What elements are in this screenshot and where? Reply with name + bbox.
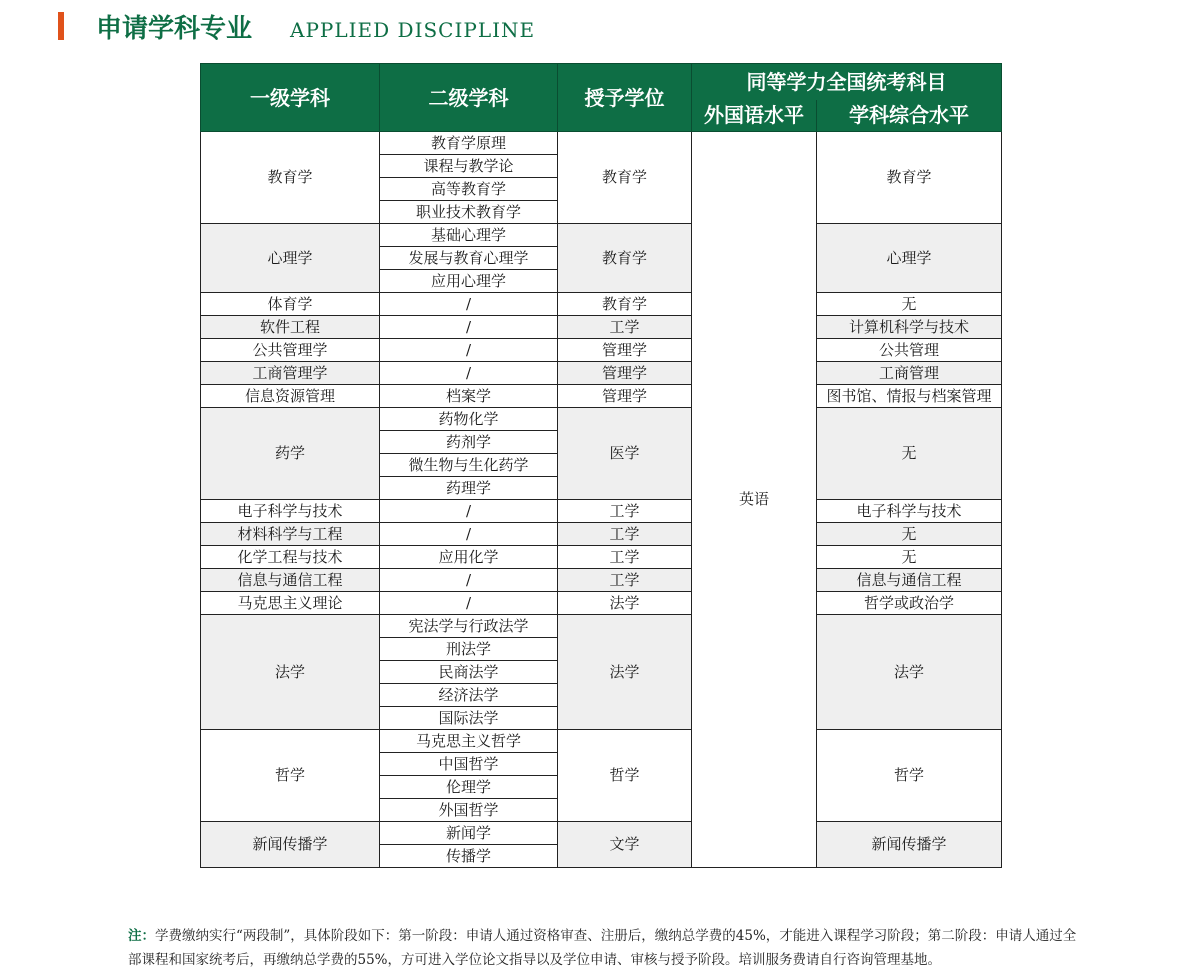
- second-discipline-cell: 传播学: [380, 845, 558, 868]
- first-discipline-cell: 材料科学与工程: [201, 523, 380, 546]
- second-discipline-cell: /: [380, 523, 558, 546]
- second-discipline-cell: 药物化学: [380, 408, 558, 431]
- exam-subject-cell: 法学: [817, 615, 1002, 730]
- second-discipline-cell: 国际法学: [380, 707, 558, 730]
- degree-cell: 工学: [558, 569, 692, 592]
- header-second-discipline: 二级学科: [380, 64, 558, 132]
- second-discipline-cell: 新闻学: [380, 822, 558, 845]
- exam-subject-cell: 无: [817, 293, 1002, 316]
- second-discipline-cell: /: [380, 500, 558, 523]
- first-discipline-cell: 电子科学与技术: [201, 500, 380, 523]
- footnote-text: 学费缴纳实行“两段制”，具体阶段如下：第一阶段：申请人通过资格审查、注册后，缴纳总学费的45%，才能进入课程学习阶段；第二阶段：申请人通过全部课程和国家统考后，再缴纳总学费的55%，方可进入学位论文指导以及学位申请、审核与授予阶段。培训服务费请自行咨询管理基地。: [128, 928, 1077, 968]
- second-discipline-cell: 职业技术教育学: [380, 201, 558, 224]
- table-row: [201, 293, 1002, 316]
- table-row: [201, 546, 1002, 569]
- degree-cell: 管理学: [558, 362, 692, 385]
- exam-subject-cell: 公共管理: [817, 339, 1002, 362]
- second-discipline-cell: 药理学: [380, 477, 558, 500]
- header-exam: 同等学力全国统考科目: [692, 64, 1002, 100]
- first-discipline-cell: 马克思主义理论: [201, 592, 380, 615]
- degree-cell: 教育学: [558, 293, 692, 316]
- second-discipline-cell: /: [380, 339, 558, 362]
- second-discipline-cell: 应用心理学: [380, 270, 558, 293]
- table-row: [201, 730, 1002, 753]
- degree-cell: 工学: [558, 316, 692, 339]
- second-discipline-cell: 宪法学与行政法学: [380, 615, 558, 638]
- first-discipline-cell: 信息资源管理: [201, 385, 380, 408]
- degree-cell: 管理学: [558, 385, 692, 408]
- second-discipline-cell: 教育学原理: [380, 132, 558, 155]
- second-discipline-cell: /: [380, 569, 558, 592]
- first-discipline-cell: 哲学: [201, 730, 380, 822]
- table-row: [201, 615, 1002, 638]
- degree-cell: 管理学: [558, 339, 692, 362]
- second-discipline-cell: 课程与教学论: [380, 155, 558, 178]
- table-row: [201, 385, 1002, 408]
- exam-subject-cell: 新闻传播学: [817, 822, 1002, 868]
- exam-subject-cell: 教育学: [817, 132, 1002, 224]
- discipline-table: [200, 63, 1002, 868]
- second-discipline-cell: 刑法学: [380, 638, 558, 661]
- table-row: [201, 316, 1002, 339]
- degree-cell: 法学: [558, 592, 692, 615]
- degree-cell: 法学: [558, 615, 692, 730]
- degree-cell: 医学: [558, 408, 692, 500]
- header-exam-language: 外国语水平: [692, 100, 817, 132]
- page-subtitle: APPLIED DISCIPLINE: [290, 18, 536, 42]
- first-discipline-cell: 软件工程: [201, 316, 380, 339]
- footnote-label: 注：: [128, 928, 155, 944]
- exam-subject-cell: 图书馆、情报与档案管理: [817, 385, 1002, 408]
- second-discipline-cell: 基础心理学: [380, 224, 558, 247]
- first-discipline-cell: 法学: [201, 615, 380, 730]
- table-row: [201, 500, 1002, 523]
- degree-cell: 哲学: [558, 730, 692, 822]
- first-discipline-cell: 工商管理学: [201, 362, 380, 385]
- exam-subject-cell: 哲学或政治学: [817, 592, 1002, 615]
- first-discipline-cell: 药学: [201, 408, 380, 500]
- header-accent-bar: [58, 12, 64, 40]
- second-discipline-cell: /: [380, 362, 558, 385]
- table-row: [201, 822, 1002, 845]
- second-discipline-cell: 民商法学: [380, 661, 558, 684]
- table-row: [201, 523, 1002, 546]
- second-discipline-cell: 外国哲学: [380, 799, 558, 822]
- degree-cell: 工学: [558, 500, 692, 523]
- second-discipline-cell: 经济法学: [380, 684, 558, 707]
- second-discipline-cell: 伦理学: [380, 776, 558, 799]
- exam-subject-cell: 信息与通信工程: [817, 569, 1002, 592]
- second-discipline-cell: /: [380, 592, 558, 615]
- second-discipline-cell: 发展与教育心理学: [380, 247, 558, 270]
- first-discipline-cell: 体育学: [201, 293, 380, 316]
- second-discipline-cell: 微生物与生化药学: [380, 454, 558, 477]
- second-discipline-cell: 中国哲学: [380, 753, 558, 776]
- first-discipline-cell: 信息与通信工程: [201, 569, 380, 592]
- second-discipline-cell: 高等教育学: [380, 178, 558, 201]
- degree-cell: 工学: [558, 523, 692, 546]
- exam-subject-cell: 哲学: [817, 730, 1002, 822]
- exam-subject-cell: 无: [817, 546, 1002, 569]
- first-discipline-cell: 教育学: [201, 132, 380, 224]
- first-discipline-cell: 心理学: [201, 224, 380, 293]
- header-exam-subject: 学科综合水平: [817, 100, 1002, 132]
- second-discipline-cell: 档案学: [380, 385, 558, 408]
- degree-cell: 教育学: [558, 224, 692, 293]
- footnote: [128, 924, 1078, 972]
- second-discipline-cell: 药剂学: [380, 431, 558, 454]
- exam-subject-cell: 无: [817, 523, 1002, 546]
- table-row: [201, 592, 1002, 615]
- exam-subject-cell: 电子科学与技术: [817, 500, 1002, 523]
- header-degree: 授予学位: [558, 64, 692, 132]
- table-row: [201, 408, 1002, 431]
- exam-language-cell: 英语: [692, 132, 817, 868]
- table-row: [201, 362, 1002, 385]
- page-title: 申请学科专业: [96, 14, 253, 44]
- first-discipline-cell: 公共管理学: [201, 339, 380, 362]
- table-row: [201, 224, 1002, 247]
- second-discipline-cell: /: [380, 316, 558, 339]
- first-discipline-cell: 化学工程与技术: [201, 546, 380, 569]
- table-row: [201, 339, 1002, 362]
- table-row: [201, 569, 1002, 592]
- first-discipline-cell: 新闻传播学: [201, 822, 380, 868]
- exam-subject-cell: 计算机科学与技术: [817, 316, 1002, 339]
- exam-subject-cell: 无: [817, 408, 1002, 500]
- second-discipline-cell: /: [380, 293, 558, 316]
- degree-cell: 教育学: [558, 132, 692, 224]
- table-body: [201, 132, 1002, 868]
- table-row: [201, 132, 1002, 155]
- degree-cell: 工学: [558, 546, 692, 569]
- degree-cell: 文学: [558, 822, 692, 868]
- second-discipline-cell: 马克思主义哲学: [380, 730, 558, 753]
- header-first-discipline: 一级学科: [201, 64, 380, 132]
- second-discipline-cell: 应用化学: [380, 546, 558, 569]
- exam-subject-cell: 心理学: [817, 224, 1002, 293]
- exam-subject-cell: 工商管理: [817, 362, 1002, 385]
